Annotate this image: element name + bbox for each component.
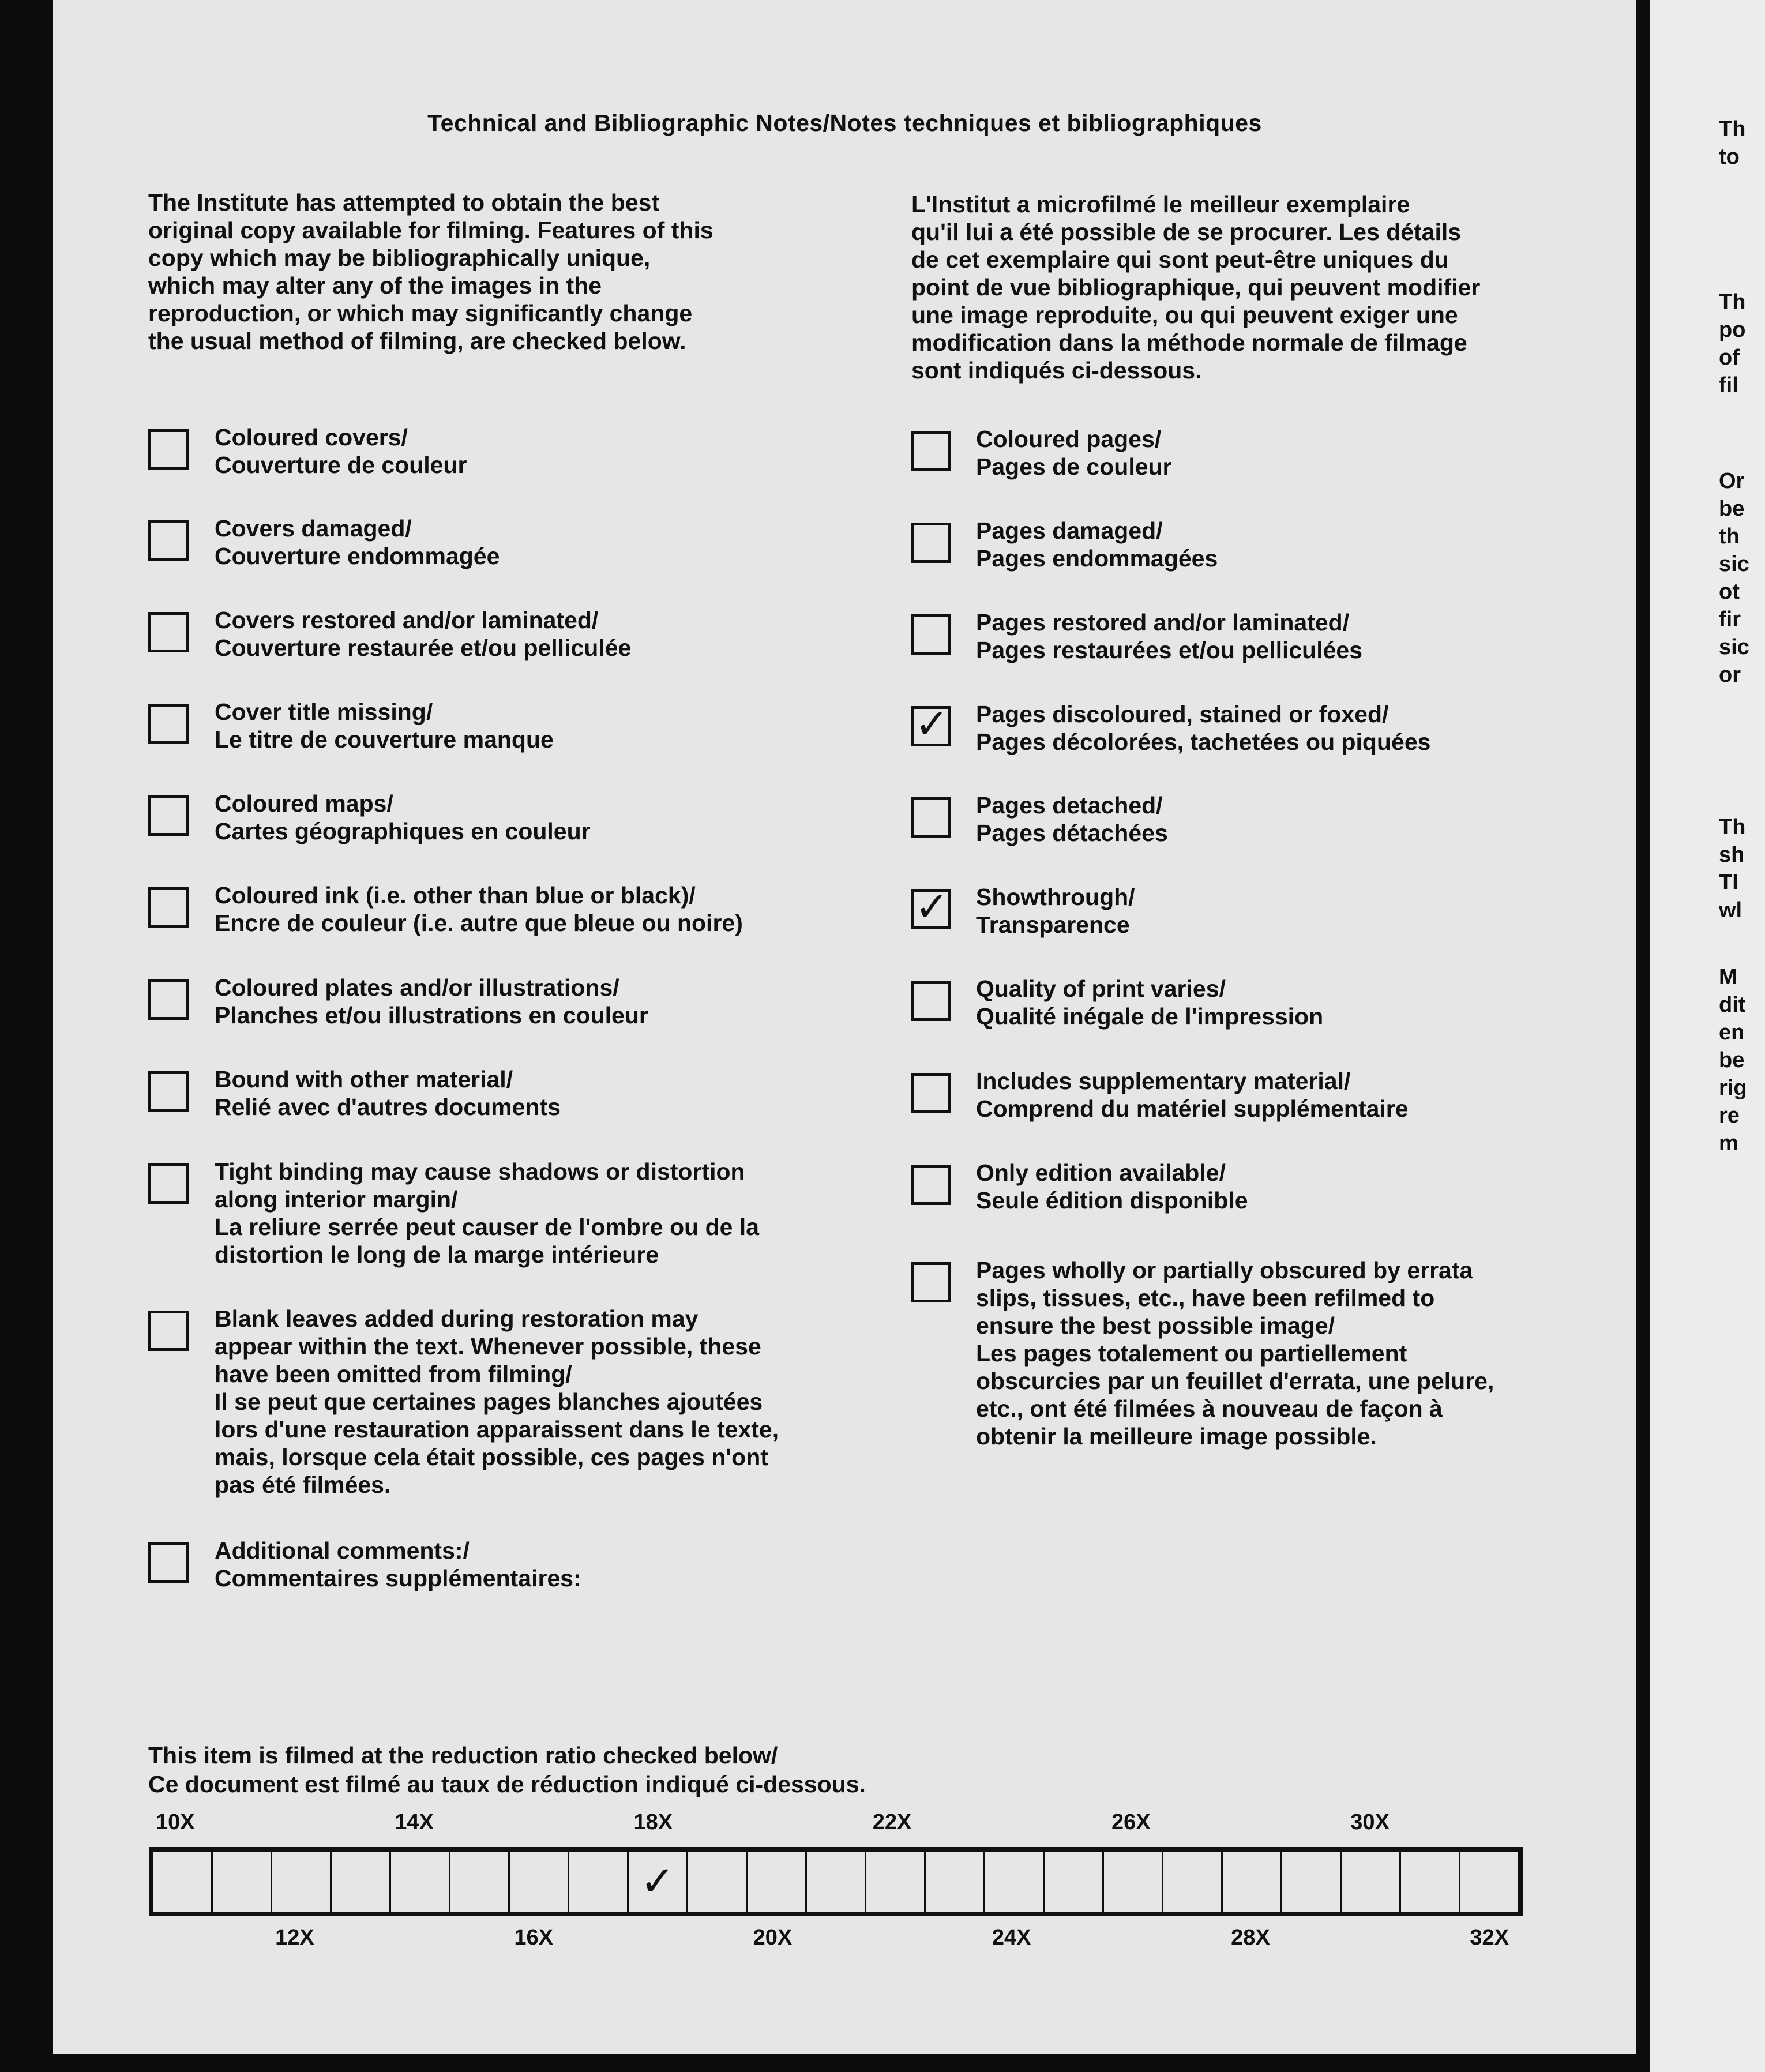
- ratio-cell-6[interactable]: [510, 1852, 569, 1912]
- right-item-label-4: Pages detached/ Pages détachées: [976, 792, 1168, 846]
- right-checkbox-9[interactable]: [911, 1262, 951, 1302]
- left-item-label-6: Coloured plates and/or illustrations/ Planches et/ou illustrations en couleur: [215, 974, 648, 1029]
- ratio-cell-19[interactable]: [1282, 1852, 1342, 1912]
- ratio-label-bottom: 12X: [275, 1925, 314, 1950]
- ratio-label-bottom: 20X: [753, 1925, 793, 1950]
- right-item-label-0: Coloured pages/ Pages de couleur: [976, 426, 1172, 480]
- right-item-label-3: Pages discoloured, stained or foxed/ Pages décolorées, tachetées ou piquées: [976, 701, 1431, 755]
- side-text-fragment: M dit en be rig re m: [1719, 965, 1747, 1155]
- ratio-cell-21[interactable]: [1401, 1852, 1460, 1912]
- ratio-label-top: 30X: [1350, 1810, 1390, 1834]
- left-item-label-4: Coloured maps/ Cartes géographiques en couleur: [215, 790, 591, 844]
- ratio-label-top: 18X: [633, 1810, 673, 1834]
- right-item-label-9: Pages wholly or partially obscured by errata slips, tissues, etc., have been refilmed to ensure the best possible image/ Les pages totalement ou partiellement obscurcies par un feuillet d'errata, une pelure, etc., ont été filmées à nouveau de façon à obtenir la meilleure image possible.: [976, 1257, 1494, 1450]
- ratio-label-bottom: 16X: [514, 1925, 554, 1950]
- ratio-cell-20[interactable]: [1342, 1852, 1401, 1912]
- document-sheet: [53, 0, 1636, 2054]
- left-checkbox-9[interactable]: [148, 1311, 189, 1351]
- intro-french: L'Institut a microfilmé le meilleur exemplaire qu'il lui a été possible de se procurer. Les détails de cet exemplaire qui sont peut-être uniques du point de vue bibliographique, qui peuvent modifier une image reproduite, ou qui peuvent exiger une modification dans la méthode normale de filmage sont indiqués ci-dessous.: [911, 191, 1481, 384]
- check-mark-icon: ✓: [915, 884, 949, 929]
- reduction-ratio-grid: [149, 1847, 1523, 1916]
- left-item-label-3: Cover title missing/ Le titre de couverture manque: [215, 699, 554, 753]
- left-item-label-8: Tight binding may cause shadows or distortion along interior margin/ La reliure serrée peut causer de l'ombre ou de la distortion le long de la marge intérieure: [215, 1158, 760, 1268]
- ratio-cell-0[interactable]: [153, 1852, 213, 1912]
- side-text-fragment: Th to: [1719, 117, 1746, 169]
- right-item-label-5: Showthrough/ Transparence: [976, 884, 1135, 938]
- left-item-label-10: Additional comments:/ Commentaires supplémentaires:: [215, 1537, 581, 1591]
- left-item-label-9: Blank leaves added during restoration may appear within the text. Whenever possible, these have been omitted from filming/ Il se peut que certaines pages blanches ajoutées lors d'une restauration apparaissent dans le texte, mais, lorsque cela était possible, ces pages n'ont pas été filmées.: [215, 1305, 779, 1498]
- ratio-label-top: 22X: [872, 1810, 912, 1834]
- right-checkbox-4[interactable]: [911, 797, 951, 838]
- right-checkbox-0[interactable]: [911, 431, 951, 471]
- right-item-label-7: Includes supplementary material/ Comprend du matériel supplémentaire: [976, 1068, 1409, 1122]
- intro-english: The Institute has attempted to obtain the best original copy available for filming. Features of this copy which may be bibliographically unique, which may alter any of the images in the reproduction, or which may significantly change the usual method of filming, are checked below.: [148, 189, 713, 354]
- ratio-cell-2[interactable]: [272, 1852, 332, 1912]
- ratio-cell-1[interactable]: [213, 1852, 272, 1912]
- ratio-cell-8[interactable]: ✓: [629, 1852, 688, 1912]
- ratio-cell-16[interactable]: [1104, 1852, 1163, 1912]
- ratio-label-bottom: 24X: [992, 1925, 1031, 1950]
- reduction-ratio-intro: This item is filmed at the reduction ratio checked below/ Ce document est filmé au taux de réduction indiqué ci-dessous.: [148, 1742, 866, 1797]
- ratio-cell-4[interactable]: [391, 1852, 450, 1912]
- right-checkbox-2[interactable]: [911, 614, 951, 655]
- left-item-label-0: Coloured covers/ Couverture de couleur: [215, 424, 467, 478]
- side-text-fragment: Th sh TI wl: [1719, 815, 1746, 922]
- left-checkbox-0[interactable]: [148, 429, 189, 470]
- left-item-label-2: Covers restored and/or laminated/ Couverture restaurée et/ou pelliculée: [215, 607, 632, 661]
- right-checkbox-7[interactable]: [911, 1073, 951, 1113]
- side-text-fragment: Th po of fil: [1719, 290, 1746, 397]
- ratio-label-top: 14X: [395, 1810, 434, 1834]
- right-item-label-1: Pages damaged/ Pages endommagées: [976, 517, 1218, 572]
- right-checkbox-1[interactable]: [911, 523, 951, 563]
- left-checkbox-8[interactable]: [148, 1163, 189, 1204]
- left-item-label-7: Bound with other material/ Relié avec d'autres documents: [215, 1066, 561, 1120]
- ratio-cell-22[interactable]: [1460, 1852, 1518, 1912]
- ratio-label-bottom: 32X: [1470, 1925, 1509, 1950]
- ratio-cell-7[interactable]: [569, 1852, 629, 1912]
- ratio-label-bottom: 28X: [1231, 1925, 1270, 1950]
- left-checkbox-10[interactable]: [148, 1542, 189, 1583]
- ratio-cell-14[interactable]: [985, 1852, 1045, 1912]
- ratio-cell-5[interactable]: [450, 1852, 510, 1912]
- right-item-label-8: Only edition available/ Seule édition disponible: [976, 1159, 1248, 1214]
- check-mark-icon: ✓: [915, 701, 949, 746]
- right-item-label-6: Quality of print varies/ Qualité inégale de l'impression: [976, 975, 1324, 1030]
- left-checkbox-3[interactable]: [148, 704, 189, 744]
- ratio-cell-10[interactable]: [748, 1852, 807, 1912]
- left-item-label-1: Covers damaged/ Couverture endommagée: [215, 515, 500, 569]
- right-item-label-2: Pages restored and/or laminated/ Pages restaurées et/ou pelliculées: [976, 609, 1362, 663]
- left-checkbox-7[interactable]: [148, 1071, 189, 1112]
- right-checkbox-6[interactable]: [911, 981, 951, 1021]
- ratio-label-top: 26X: [1111, 1810, 1151, 1834]
- left-checkbox-2[interactable]: [148, 612, 189, 652]
- ratio-cell-3[interactable]: [332, 1852, 391, 1912]
- ratio-cell-18[interactable]: [1223, 1852, 1282, 1912]
- left-item-label-5: Coloured ink (i.e. other than blue or black)/ Encre de couleur (i.e. autre que bleue ou noire): [215, 882, 743, 936]
- ratio-cell-13[interactable]: [926, 1852, 985, 1912]
- left-checkbox-5[interactable]: [148, 887, 189, 928]
- left-checkbox-1[interactable]: [148, 520, 189, 561]
- ratio-cell-17[interactable]: [1163, 1852, 1223, 1912]
- ratio-cell-9[interactable]: [688, 1852, 748, 1912]
- page-title: Technical and Bibliographic Notes/Notes techniques et bibliographiques: [427, 110, 1262, 136]
- ratio-cell-12[interactable]: [866, 1852, 926, 1912]
- left-checkbox-4[interactable]: [148, 795, 189, 836]
- adjacent-page-strip: [1650, 0, 1765, 2072]
- side-text-fragment: Or be th sic ot fir sic or: [1719, 469, 1749, 687]
- ratio-cell-11[interactable]: [807, 1852, 866, 1912]
- left-checkbox-6[interactable]: [148, 979, 189, 1020]
- ratio-cell-15[interactable]: [1045, 1852, 1104, 1912]
- ratio-label-top: 10X: [156, 1810, 195, 1834]
- right-checkbox-8[interactable]: [911, 1165, 951, 1205]
